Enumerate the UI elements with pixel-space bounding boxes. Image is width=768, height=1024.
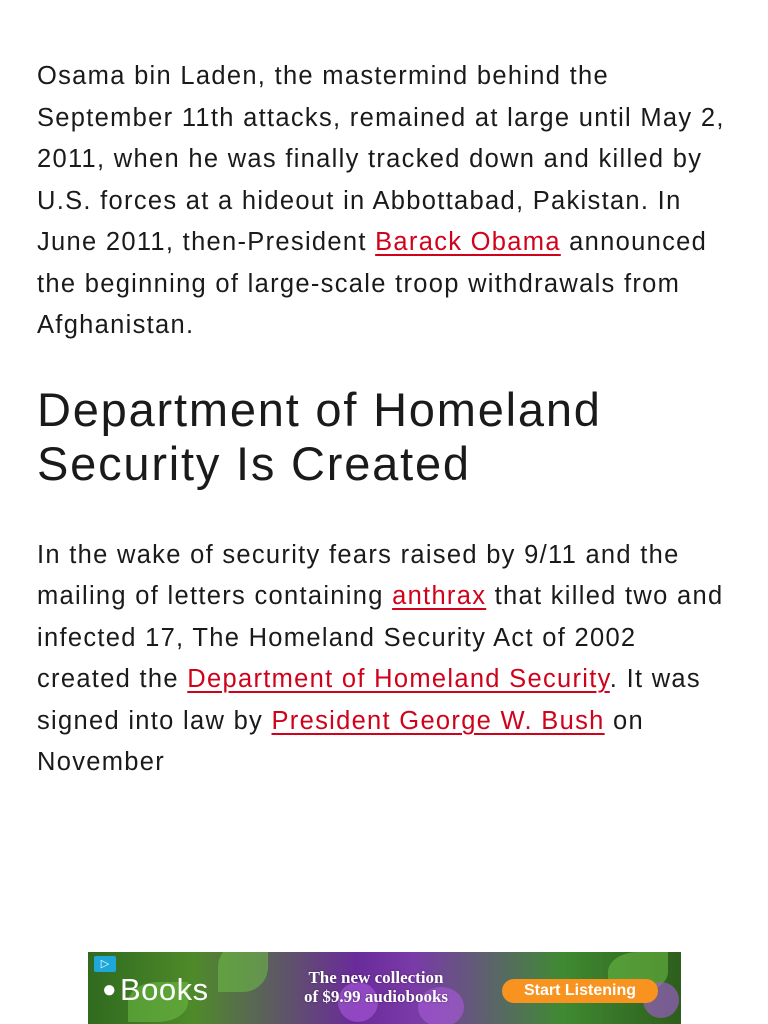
ad-tagline-line1: The new collection xyxy=(308,968,444,987)
ad-choices-icon[interactable]: ▷ xyxy=(94,956,116,972)
ad-tagline-line2: of $9.99 audiobooks xyxy=(303,987,449,1006)
link-anthrax[interactable]: anthrax xyxy=(392,582,487,610)
paragraph-text: on November xyxy=(37,706,644,776)
paragraph-text: In the wake of security fears raised by 9/11 and the mailing of letters containing xyxy=(37,540,680,610)
books-logo-text: Books xyxy=(120,972,209,1007)
paragraph-text: announced the beginning of large-scale troop withdrawals from Afghanistan. xyxy=(37,228,708,339)
link-barack-obama[interactable]: Barack Obama xyxy=(375,228,561,256)
paragraph-homeland-security xyxy=(37,535,737,784)
paragraph-text: . It was signed into law by xyxy=(37,665,701,735)
books-logo xyxy=(102,972,209,1008)
paragraph-bin-laden xyxy=(37,56,737,347)
paragraph-text: Osama bin Laden, the mastermind behind the September 11th attacks, remained at large until May 2, 2011, when he was finally tracked down and killed by U.S. forces at a hideout in Abbottabad, Pakistan. In June 2011, then-President xyxy=(37,62,725,256)
paragraph-text: that killed two and infected 17, The Homeland Security Act of 2002 created the xyxy=(37,582,724,693)
section-heading: Department of Homeland Security Is Created xyxy=(37,382,602,490)
decor-leaf xyxy=(218,952,268,992)
link-department-of-homeland-security[interactable]: Department of Homeland Security xyxy=(187,665,610,693)
ad-tagline xyxy=(266,968,486,1006)
ad-banner[interactable] xyxy=(88,952,681,1024)
start-listening-button[interactable]: Start Listening xyxy=(502,979,658,1003)
article-body xyxy=(37,56,737,784)
apple-logo-icon: ● xyxy=(102,976,117,1003)
link-george-w-bush[interactable]: President George W. Bush xyxy=(271,706,605,735)
